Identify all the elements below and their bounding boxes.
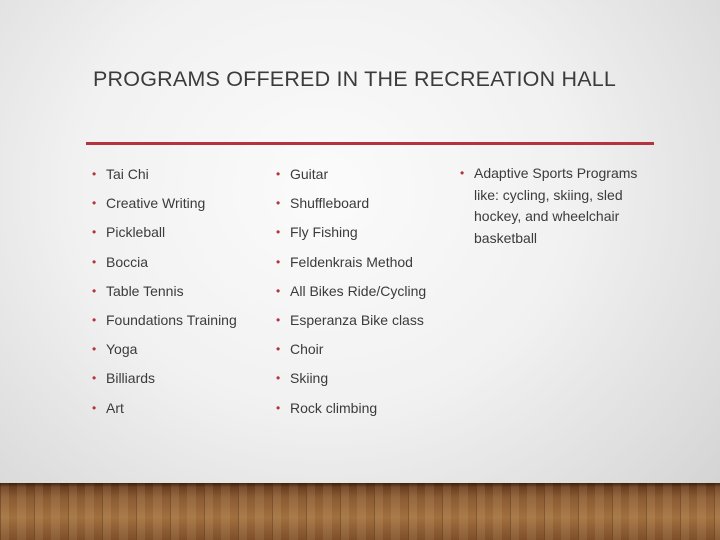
bullet-icon: • xyxy=(276,225,281,240)
list-item: • Shuffleboard xyxy=(276,192,456,221)
programs-column-1 xyxy=(92,163,272,426)
bullet-icon: • xyxy=(276,400,281,415)
list-item: • Billiards xyxy=(92,367,272,396)
wood-floor-decoration xyxy=(0,483,720,540)
list-item: • Art xyxy=(92,397,272,426)
bullet-icon: • xyxy=(276,167,281,181)
bullet-icon: • xyxy=(276,283,281,298)
list-item: • Pickleball xyxy=(92,221,272,250)
list-item: • Foundations Training xyxy=(92,309,272,338)
bullet-icon: • xyxy=(276,196,281,211)
bullet-icon: • xyxy=(92,400,97,415)
bullet-icon: • xyxy=(92,225,97,240)
bullet-icon: • xyxy=(276,342,281,357)
list-item: • Boccia xyxy=(92,251,272,280)
list-item: • Guitar xyxy=(276,163,456,192)
bullet-icon: • xyxy=(92,167,97,181)
slide-title: PROGRAMS OFFERED IN THE RECREATION HALL xyxy=(93,67,617,91)
list-item: • Table Tennis xyxy=(92,280,272,309)
list-item: • Tai Chi xyxy=(92,163,272,192)
title-divider xyxy=(86,142,654,145)
bullet-icon: • xyxy=(276,371,281,386)
programs-column-3 xyxy=(460,163,650,250)
bullet-icon: • xyxy=(92,371,97,386)
list-item: • Adaptive Sports Programs like: cycling, skiing, sled hockey, and wheelchair basketball xyxy=(460,165,638,247)
list-item: • Yoga xyxy=(92,338,272,367)
bullet-icon: • xyxy=(92,254,97,269)
bullet-icon: • xyxy=(92,196,97,211)
list-item: • Esperanza Bike class xyxy=(276,309,456,338)
bullet-icon: • xyxy=(92,312,97,327)
bullet-icon: • xyxy=(276,254,281,269)
programs-column-2 xyxy=(276,163,456,426)
list-item: • Feldenkrais Method xyxy=(276,251,456,280)
bullet-icon: • xyxy=(92,342,97,357)
list-item: • Choir xyxy=(276,338,456,367)
bullet-icon: • xyxy=(276,312,281,327)
bullet-icon: • xyxy=(460,166,465,180)
list-item: • Rock climbing xyxy=(276,397,456,426)
bullet-icon: • xyxy=(92,283,97,298)
list-item: • Creative Writing xyxy=(92,192,272,221)
list-item: • All Bikes Ride/Cycling xyxy=(276,280,456,309)
list-item: • Fly Fishing xyxy=(276,221,456,250)
list-item: • Skiing xyxy=(276,367,456,396)
